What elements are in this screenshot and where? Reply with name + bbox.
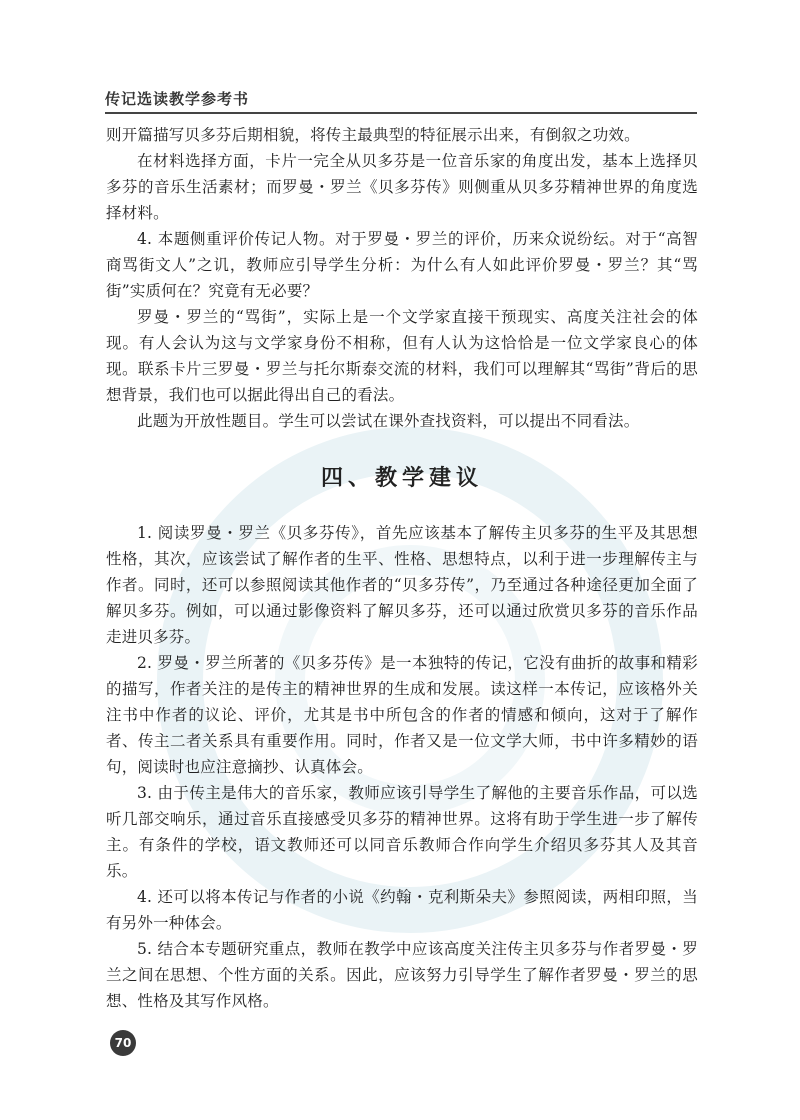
page-number-badge: 70 xyxy=(110,1030,136,1056)
paragraph: 4. 本题侧重评价传记人物。对于罗曼・罗兰的评价，历来众说纷纭。对于“高智商骂街文人”之讥，教师应引导学生分析：为什么有人如此评价罗曼・罗兰？其“骂街”实质何在？究竟有无必要？ xyxy=(106,230,698,300)
list-item: 4. 还可以将本传记与作者的小说《约翰・克利斯朵夫》参照阅读，两相印照，当有另外一种体会。 xyxy=(106,888,698,932)
paragraph: 此题为开放性题目。学生可以尝试在课外查找资料，可以提出不同看法。 xyxy=(137,412,640,430)
list-item: 3. 由于传主是伟大的音乐家，教师应该引导学生了解他的主要音乐作品，可以选听几部交响乐，通过音乐直接感受贝多芬的精神世界。这将有助于学生进一步了解传主。有条件的学校，语文教师还可以同音乐教师合作向学生介绍贝多芬其人及其音乐。 xyxy=(106,784,698,880)
page-content xyxy=(106,122,698,1014)
list-item: 1. 阅读罗曼・罗兰《贝多芬传》，首先应该基本了解传主贝多芬的生平及其思想性格，其次，应该尝试了解作者的生平、性格、思想特点，以利于进一步理解传主与作者。同时，还可以参照阅读其他作者的“贝多芬传”，乃至通过各种途径更加全面了解贝多芬。例如，可以通过影像资料了解贝多芬，还可以通过欣赏贝多芬的音乐作品走进贝多芬。 xyxy=(106,524,698,646)
section-heading: 四、教学建议 xyxy=(320,466,483,491)
paragraph: 则开篇描写贝多芬后期相貌，将传主最典型的特征展示出来，有倒叙之功效。 xyxy=(106,126,640,144)
running-header: 传记选读教学参考书 xyxy=(105,90,250,108)
list-item: 5. 结合本专题研究重点，教师在教学中应该高度关注传主贝多芬与作者罗曼・罗兰之间在思想、个性方面的关系。因此，应该努力引导学生了解作者罗曼・罗兰的思想、性格及其写作风格。 xyxy=(106,940,698,1010)
paragraph: 在材料选择方面，卡片一完全从贝多芬是一位音乐家的角度出发，基本上选择贝多芬的音乐生活素材；而罗曼・罗兰《贝多芬传》则侧重从贝多芬精神世界的角度选择材料。 xyxy=(106,152,698,222)
paragraph: 罗曼・罗兰的“骂街”，实际上是一个文学家直接干预现实、高度关注社会的体现。有人会认为这与文学家身份不相称，但有人认为这恰恰是一位文学家良心的体现。联系卡片三罗曼・罗兰与托尔斯泰交流的材料，我们可以理解其“骂街”背后的思想背景，我们也可以据此得出自己的看法。 xyxy=(106,308,698,404)
list-item: 2. 罗曼・罗兰所著的《贝多芬传》是一本独特的传记，它没有曲折的故事和精彩的描写，作者关注的是传主的精神世界的生成和发展。读这样一本传记，应该格外关注书中作者的议论、评价，尤其是书中所包含的作者的情感和倾向，这对于了解作者、传主二者关系具有重要作用。同时，作者又是一位文学大师，书中许多精妙的语句，阅读时也应注意摘抄、认真体会。 xyxy=(106,654,698,776)
header-divider xyxy=(105,112,697,114)
